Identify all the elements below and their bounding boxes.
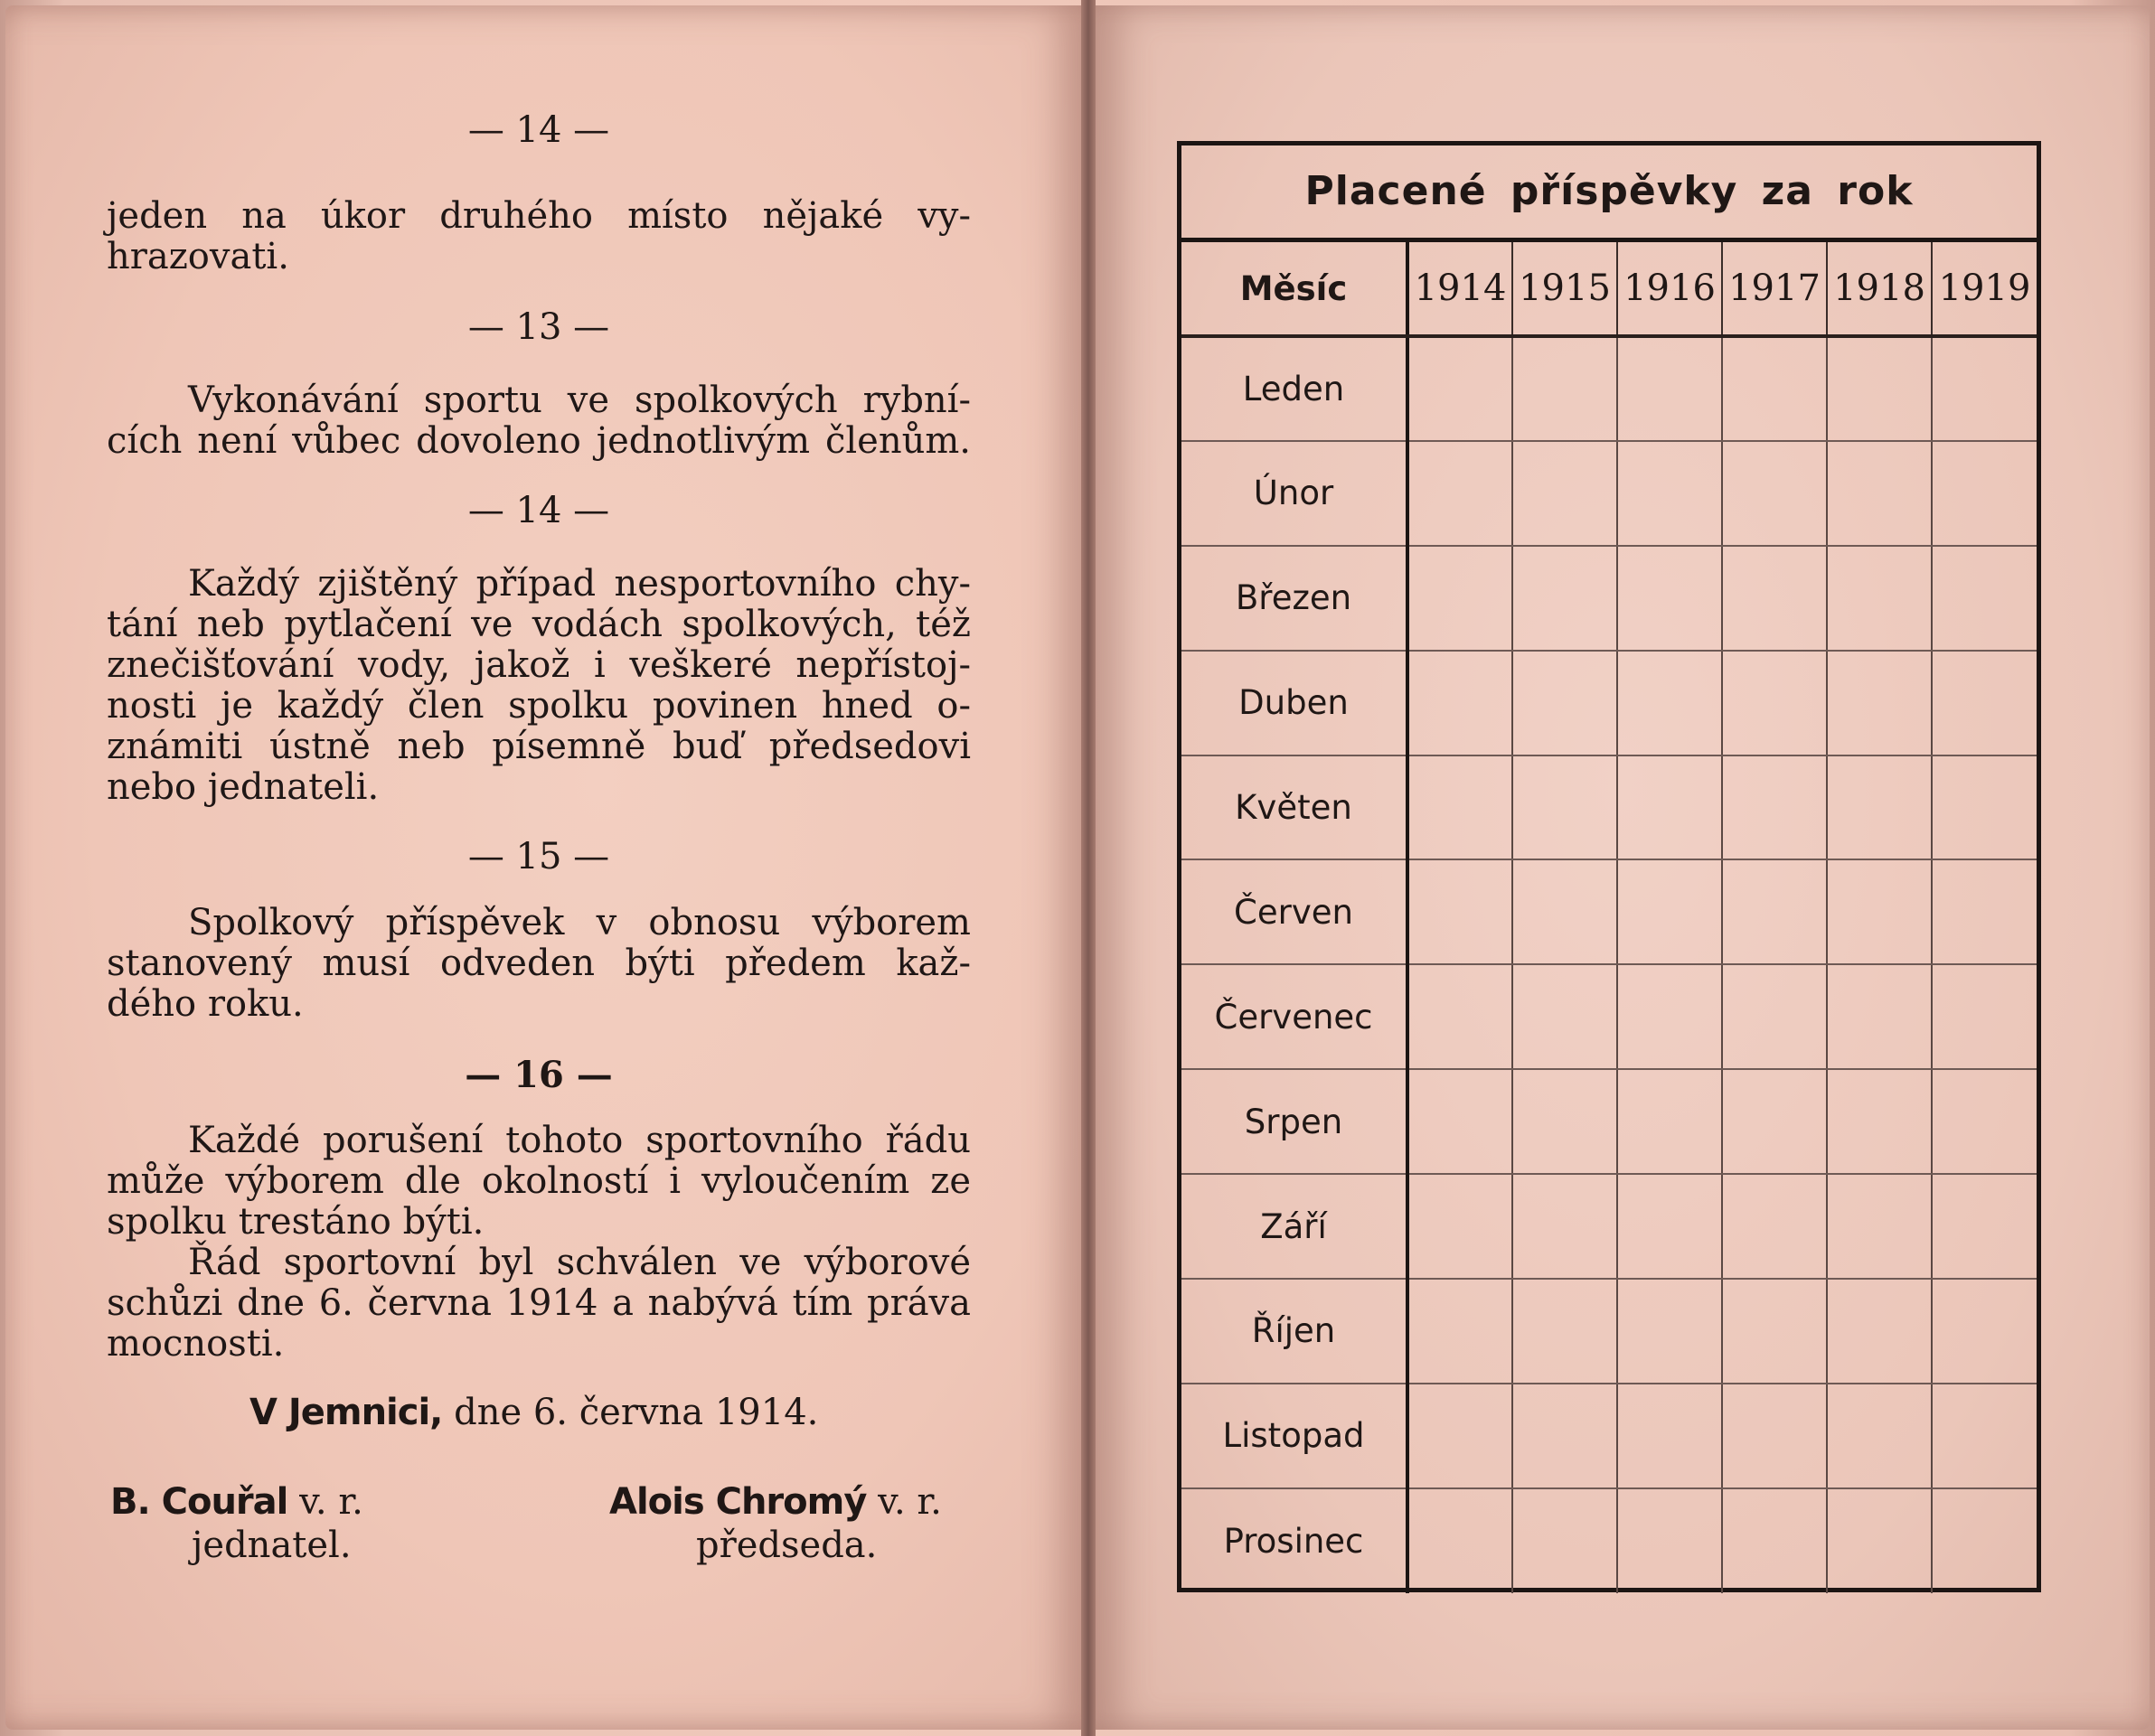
contributions-table — [1181, 242, 2037, 1593]
contribution-cell — [1512, 1384, 1617, 1488]
contribution-cell — [1512, 1279, 1617, 1384]
month-label: Březen — [1181, 546, 1407, 651]
month-label: Říjen — [1181, 1279, 1407, 1384]
signature-suffix: v. r. — [287, 1481, 363, 1523]
contribution-cell — [1617, 1069, 1722, 1174]
table-row — [1181, 1384, 2037, 1488]
contribution-cell — [1932, 1384, 2037, 1488]
text-line: může výborem dle okolností i vyloučením ze — [107, 1160, 971, 1202]
contribution-cell — [1827, 1069, 1932, 1174]
table-row — [1181, 1069, 2037, 1174]
contribution-cell — [1722, 651, 1827, 755]
month-label: Leden — [1181, 336, 1407, 441]
month-label: Duben — [1181, 651, 1407, 755]
contribution-cell — [1512, 964, 1617, 1069]
contribution-cell — [1407, 1069, 1512, 1174]
month-label: Únor — [1181, 441, 1407, 546]
contribution-cell — [1827, 651, 1932, 755]
text-line: jeden na úkor druhého místo nějaké vy- — [107, 195, 971, 237]
contribution-cell — [1932, 1069, 2037, 1174]
contribution-cell — [1827, 859, 1932, 964]
contribution-cell — [1617, 336, 1722, 441]
contribution-cell — [1827, 1384, 1932, 1488]
text-line: Každý zjištěný případ nesportovního chy- — [188, 563, 971, 605]
text-line: Vykonávání sportu ve spolkových rybní- — [188, 380, 971, 421]
table-row — [1181, 755, 2037, 860]
table-row — [1181, 651, 2037, 755]
contribution-cell — [1617, 964, 1722, 1069]
contribution-cell — [1932, 336, 2037, 441]
contribution-cell — [1932, 546, 2037, 651]
section-heading-14: — 14 — — [467, 490, 610, 531]
table-row — [1181, 336, 2037, 441]
year-header: 1916 — [1617, 242, 1722, 336]
contribution-cell — [1512, 1174, 1617, 1279]
month-column-header: Měsíc — [1181, 242, 1407, 336]
year-header: 1918 — [1827, 242, 1932, 336]
contribution-cell — [1512, 859, 1617, 964]
contribution-cell — [1512, 546, 1617, 651]
contribution-cell — [1932, 1174, 2037, 1279]
contribution-cell — [1512, 651, 1617, 755]
text-line: schůzi dne 6. června 1914 a nabývá tím práva — [107, 1282, 971, 1324]
text-line: stanovený musí odveden býti předem kaž- — [107, 943, 971, 984]
contribution-cell — [1722, 859, 1827, 964]
contribution-cell — [1827, 1279, 1932, 1384]
text-line: Řád sportovní byl schválen ve výborové — [188, 1242, 971, 1283]
contribution-cell — [1932, 859, 2037, 964]
section-14-text — [107, 564, 971, 808]
section-13-text — [107, 380, 971, 462]
contribution-cell — [1827, 1488, 1932, 1593]
contribution-cell — [1407, 336, 1512, 441]
text-line: spolku trestáno býti. — [107, 1201, 485, 1243]
contribution-cell — [1722, 755, 1827, 860]
contribution-cell — [1722, 441, 1827, 546]
contribution-cell — [1407, 755, 1512, 860]
contribution-cell — [1722, 1174, 1827, 1279]
place-and-date — [249, 1392, 818, 1433]
table-row — [1181, 964, 2037, 1069]
text-line: tání neb pytlačení ve vodách spolkových, též — [107, 604, 971, 645]
contributions-table-frame — [1177, 141, 2041, 1592]
contribution-cell — [1407, 1279, 1512, 1384]
month-label: Prosinec — [1181, 1488, 1407, 1593]
text-line: dého roku. — [107, 983, 304, 1025]
signature-role: jednatel. — [192, 1525, 352, 1566]
table-row — [1181, 441, 2037, 546]
month-label: Červen — [1181, 859, 1407, 964]
contribution-cell — [1827, 546, 1932, 651]
text-line: mocnosti. — [107, 1323, 285, 1365]
contribution-cell — [1722, 546, 1827, 651]
contribution-cell — [1722, 1384, 1827, 1488]
contribution-cell — [1932, 1488, 2037, 1593]
date-text: dne 6. června 1914. — [442, 1392, 819, 1433]
text-line: Každé porušení tohoto sportovního řádu — [188, 1120, 971, 1161]
text-line: známiti ústně neb písemně buď předsedovi — [107, 726, 971, 767]
contribution-cell — [1827, 441, 1932, 546]
section-16-text — [107, 1121, 971, 1365]
table-row — [1181, 1488, 2037, 1593]
contribution-cell — [1407, 964, 1512, 1069]
contribution-cell — [1617, 546, 1722, 651]
table-title: Placené příspěvky za rok — [1181, 145, 2037, 242]
signature-name: B. Couřal — [110, 1481, 288, 1523]
contribution-cell — [1932, 964, 2037, 1069]
contribution-cell — [1827, 1174, 1932, 1279]
contribution-cell — [1407, 1174, 1512, 1279]
month-label: Září — [1181, 1174, 1407, 1279]
contribution-cell — [1722, 1279, 1827, 1384]
contribution-cell — [1827, 755, 1932, 860]
text-line: nebo jednateli. — [107, 766, 380, 808]
contribution-cell — [1722, 964, 1827, 1069]
contribution-cell — [1617, 859, 1722, 964]
contribution-cell — [1407, 859, 1512, 964]
contribution-cell — [1407, 651, 1512, 755]
year-header: 1914 — [1407, 242, 1512, 336]
table-row — [1181, 1279, 2037, 1384]
section-15-text — [107, 903, 971, 1025]
text-line: Spolkový příspěvek v obnosu výborem — [188, 902, 971, 943]
contribution-cell — [1512, 336, 1617, 441]
contribution-cell — [1617, 755, 1722, 860]
contribution-cell — [1617, 651, 1722, 755]
section-heading-16: — 16 — — [465, 1054, 613, 1096]
signature-secretary — [110, 1480, 363, 1567]
contribution-cell — [1722, 336, 1827, 441]
contribution-cell — [1932, 1279, 2037, 1384]
contribution-cell — [1407, 441, 1512, 546]
year-header: 1919 — [1932, 242, 2037, 336]
contribution-cell — [1407, 1384, 1512, 1488]
table-row — [1181, 1174, 2037, 1279]
contribution-cell — [1512, 441, 1617, 546]
month-label: Červenec — [1181, 964, 1407, 1069]
text-line: cích není vůbec dovoleno jednotlivým členům. — [107, 420, 971, 462]
section-heading-15: — 15 — — [467, 836, 610, 877]
text-line: hrazovati. — [107, 236, 289, 277]
contribution-cell — [1407, 1488, 1512, 1593]
contribution-cell — [1932, 755, 2037, 860]
contribution-cell — [1722, 1488, 1827, 1593]
month-label: Květen — [1181, 755, 1407, 860]
contribution-cell — [1617, 1279, 1722, 1384]
paragraph-continuation — [107, 196, 971, 277]
text-line: nosti je každý člen spolku povinen hned o- — [107, 685, 971, 727]
contribution-cell — [1827, 964, 1932, 1069]
contribution-cell — [1932, 651, 2037, 755]
year-header: 1917 — [1722, 242, 1827, 336]
signature-name: Alois Chromý — [609, 1481, 867, 1523]
table-header-row — [1181, 242, 2037, 336]
year-header: 1915 — [1512, 242, 1617, 336]
contribution-cell — [1617, 1384, 1722, 1488]
month-label: Srpen — [1181, 1069, 1407, 1174]
contribution-cell — [1512, 1069, 1617, 1174]
table-row — [1181, 546, 2037, 651]
contribution-cell — [1617, 441, 1722, 546]
contribution-cell — [1617, 1488, 1722, 1593]
contribution-cell — [1617, 1174, 1722, 1279]
contribution-cell — [1512, 1488, 1617, 1593]
contribution-cell — [1722, 1069, 1827, 1174]
contribution-cell — [1407, 546, 1512, 651]
signature-suffix: v. r. — [866, 1481, 942, 1523]
section-heading-13: — 13 — — [467, 306, 610, 348]
signature-role: předseda. — [696, 1525, 878, 1566]
contribution-cell — [1827, 336, 1932, 441]
book-gutter — [1081, 0, 1096, 1736]
table-row — [1181, 859, 2037, 964]
contribution-cell — [1932, 441, 2037, 546]
contribution-cell — [1512, 755, 1617, 860]
text-line: znečišťování vody, jakož i veškeré nepřístoj- — [107, 644, 971, 686]
signature-chairman — [609, 1480, 942, 1567]
place-name: V Jemnici, — [249, 1392, 443, 1433]
page-number: — 14 — — [467, 109, 610, 151]
month-label: Listopad — [1181, 1384, 1407, 1488]
